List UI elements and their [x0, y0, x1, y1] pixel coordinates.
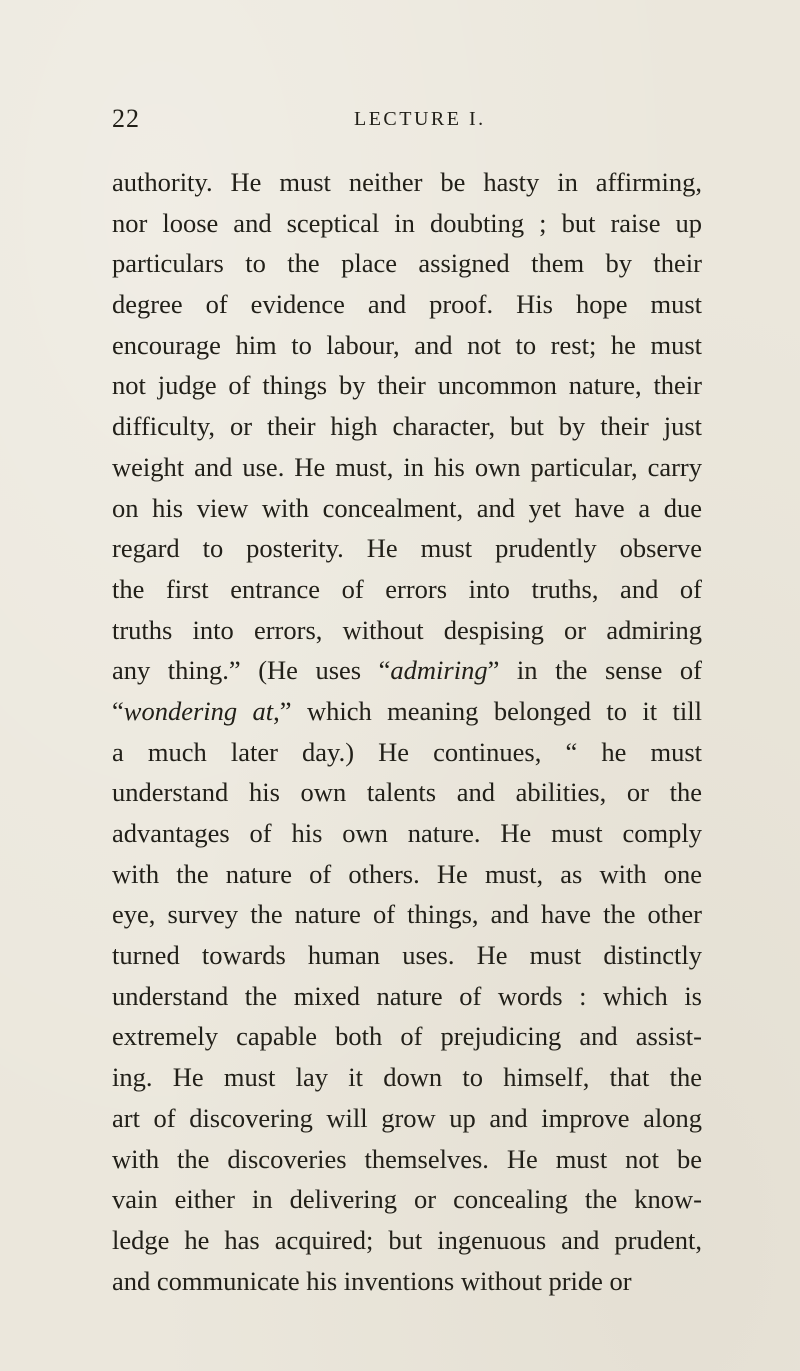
text-line: eye, survey the nature of things, and have the other	[112, 899, 702, 930]
text-segment: “	[112, 695, 124, 726]
text-line: difficulty, or their high character, but by their just	[112, 411, 702, 442]
text-line: a much later day.) He continues, “ he must	[112, 736, 702, 767]
text-line	[112, 650, 702, 691]
text-line: ledge he has acquired; but ingenuous and prudent,	[112, 1224, 702, 1255]
text-line: with the discoveries themselves. He must not be	[112, 1143, 702, 1174]
text-line: vain either in delivering or concealing the know-	[112, 1184, 702, 1215]
text-line: truths into errors, without despising or admiring	[112, 614, 702, 645]
text-segment: ” in the sense of	[487, 655, 702, 686]
text-line: nor loose and sceptical in doubting ; but raise up	[112, 207, 702, 238]
text-line: with the nature of others. He must, as with one	[112, 858, 702, 889]
text-line: advantages of his own nature. He must comply	[112, 818, 702, 848]
text-line	[112, 691, 702, 732]
text-segment: any thing.” (He uses “	[112, 655, 391, 686]
italic-text: admiring	[390, 655, 488, 686]
page-header	[112, 104, 692, 144]
text-line: authority. He must neither be hasty in affirming,	[112, 167, 702, 197]
text-line: particulars to the place assigned them by their	[112, 248, 702, 279]
text-segment: ,” which meaning belonged to it till	[273, 695, 702, 726]
text-line: the first entrance of errors into truths, and of	[112, 573, 702, 604]
text-line: regard to posterity. He must prudently observe	[112, 533, 702, 564]
text-line: ing. He must lay it down to himself, that the	[112, 1062, 702, 1093]
text-line: and communicate his inventions without pride or	[112, 1265, 632, 1296]
text-line: turned towards human uses. He must distinctly	[112, 940, 702, 971]
text-line: not judge of things by their uncommon nature, their	[112, 370, 702, 401]
text-line: art of discovering will grow up and improve along	[112, 1102, 702, 1133]
text-line: on his view with concealment, and yet have a due	[112, 492, 702, 523]
running-head: LECTURE I.	[354, 108, 486, 130]
body-text	[112, 162, 702, 1301]
text-line: degree of evidence and proof. His hope must	[112, 289, 702, 320]
text-line: encourage him to labour, and not to rest; he must	[112, 329, 702, 360]
text-line: understand his own talents and abilities, or the	[112, 777, 702, 808]
text-line: extremely capable both of prejudicing and assist-	[112, 1021, 702, 1052]
italic-text: wondering at	[123, 695, 274, 726]
page-number: 22	[112, 104, 140, 133]
text-line: understand the mixed nature of words : which is	[112, 980, 702, 1011]
text-line: weight and use. He must, in his own particular, carry	[112, 451, 702, 482]
